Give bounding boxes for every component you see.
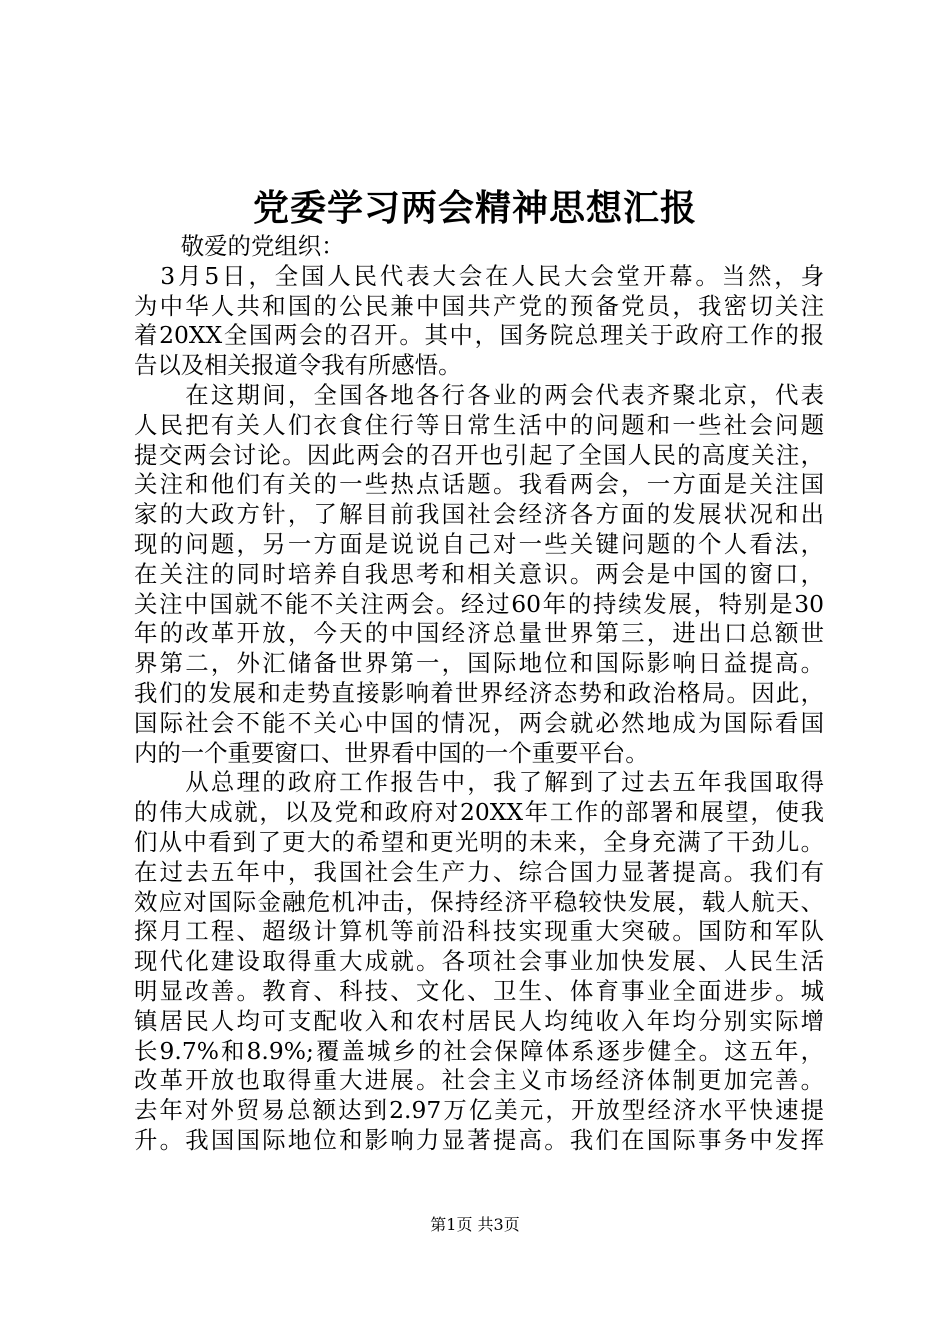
text-line: 明显改善。教育、科技、文化、卫生、体育事业全面进步。城 xyxy=(134,976,824,1005)
page-footer: 第1页 共3页 xyxy=(430,1215,520,1234)
text-line: 着20XX全国两会的召开。其中，国务院总理关于政府工作的报 xyxy=(134,321,824,350)
text-line: 关注中国就不能不关注两会。经过60年的持续发展，特别是30 xyxy=(134,589,824,618)
text-line: 升。我国国际地位和影响力显著提高。我们在国际事务中发挥 xyxy=(134,1125,824,1154)
text-line: 国际社会不能不关心中国的情况，两会就必然地成为国际看国 xyxy=(134,708,824,737)
text-line: 我们的发展和走势直接影响着世界经济态势和政治格局。因此， xyxy=(134,678,824,707)
text-line: 现代化建设取得重大成就。各项社会事业加快发展、人民生活 xyxy=(134,947,824,976)
text-line: 界第二，外汇储备世界第一，国际地位和国际影响日益提高。 xyxy=(134,649,824,678)
text-line: 关注和他们有关的一些热点话题。我看两会，一方面是关注国 xyxy=(134,470,824,499)
text-line: 家的大政方针，了解目前我国社会经济各方面的发展状况和出 xyxy=(134,500,824,529)
text-line: 敬爱的党组织： xyxy=(134,232,345,260)
text-line: 3月5日，全国人民代表大会在人民大会堂开幕。当然，身 xyxy=(134,261,824,290)
text-line: 探月工程、超级计算机等前沿科技实现重大突破。国防和军队 xyxy=(134,917,824,946)
document-body xyxy=(134,232,824,1156)
text-line: 镇居民人均可支配收入和农村居民人均纯收入年均分别实际增 xyxy=(134,1006,824,1035)
text-line: 改革开放也取得重大进展。社会主义市场经济体制更加完善。 xyxy=(134,1066,824,1095)
document-title: 党委学习两会精神思想汇报 xyxy=(252,187,697,229)
text-line: 为中华人共和国的公民兼中国共产党的预备党员，我密切关注 xyxy=(134,291,824,320)
text-line: 在关注的同时培养自我思考和相关意识。两会是中国的窗口， xyxy=(134,559,824,588)
text-line: 提交两会讨论。因此两会的召开也引起了全国人民的高度关注， xyxy=(134,440,824,469)
text-line: 长9.7%和8.9%;覆盖城乡的社会保障体系逐步健全。这五年， xyxy=(134,1036,824,1065)
text-line: 的伟大成就，以及党和政府对20XX年工作的部署和展望，使我 xyxy=(134,798,824,827)
text-line: 从总理的政府工作报告中，我了解到了过去五年我国取得 xyxy=(134,768,824,797)
text-line: 年的改革开放，今天的中国经济总量世界第三，进出口总额世 xyxy=(134,619,824,648)
text-line: 在过去五年中，我国社会生产力、综合国力显著提高。我们有 xyxy=(134,857,824,886)
text-line: 人民把有关人们衣食住行等日常生活中的问题和一些社会问题 xyxy=(134,410,824,439)
text-line: 去年对外贸易总额达到2.97万亿美元，开放型经济水平快速提 xyxy=(134,1096,824,1125)
text-line: 在这期间，全国各地各行各业的两会代表齐聚北京，代表 xyxy=(134,380,824,409)
text-line: 内的一个重要窗口、世界看中国的一个重要平台。 xyxy=(134,738,649,767)
text-line: 效应对国际金融危机冲击，保持经济平稳较快发展，载人航天、 xyxy=(134,887,824,916)
text-line: 们从中看到了更大的希望和更光明的未来，全身充满了干劲儿。 xyxy=(134,827,824,856)
text-line: 现的问题，另一方面是说说自己对一些关键问题的个人看法， xyxy=(134,529,824,558)
text-line: 告以及相关报道令我有所感悟。 xyxy=(134,351,462,380)
